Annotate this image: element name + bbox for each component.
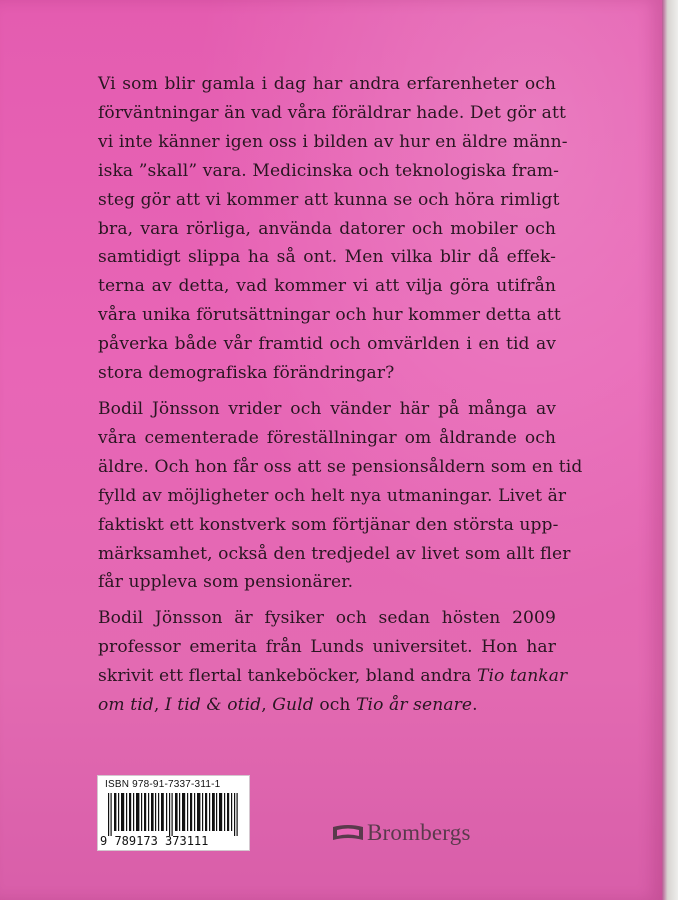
book-title-tio-tankar-om-tid: om tid (98, 695, 154, 716)
page-edge (662, 0, 678, 900)
blurb-line (98, 691, 556, 720)
barcode-number: 9 789173 373111 (100, 834, 209, 848)
blurb-line (98, 662, 568, 691)
book-title-guld: Guld (272, 695, 314, 716)
blurb-line: får uppleva som pensionärer. (98, 572, 354, 593)
publisher-logo-icon (331, 823, 365, 843)
blurb-text-run: skrivit ett flertal tankeböcker, bland andra (98, 666, 477, 687)
blurb-line: märksamhet, också den tredjedel av livet som allt fler (98, 543, 571, 564)
blurb-line: våra cementerade föreställningar om åldrande och (98, 427, 556, 448)
isbn-label: ISBN 978-91-7337-311-1 (105, 779, 221, 790)
blurb-line: stora demografiska förändringar? (98, 363, 395, 384)
blurb-line: Bodil Jönsson vrider och vänder här på många av (98, 398, 556, 419)
publisher-name: Brombergs (367, 820, 471, 845)
blurb-paragraph-2 (98, 395, 583, 597)
blurb-paragraph-3 (98, 604, 568, 720)
blurb-line: faktiskt ett konstverk som förtjänar den största upp- (98, 514, 559, 535)
blurb-line: terna av detta, vad kommer vi att vilja göra utifrån (98, 276, 556, 297)
blurb-line: Bodil Jönsson är fysiker och sedan hösten 2009 (98, 608, 556, 629)
blurb-line: fylld av möjligheter och helt nya utmaningar. Livet är (98, 485, 567, 506)
blurb-paragraph-1 (98, 70, 568, 388)
blurb-line: steg gör att vi kommer att kunna se och höra rimligt (98, 189, 560, 210)
book-title-tio-ar-senare: Tio år senare (356, 695, 473, 716)
blurb-line: vi inte känner igen oss i bilden av hur en äldre männ- (98, 131, 568, 152)
blurb-line: förväntningar än vad våra föräldrar hade. Det gör att (98, 102, 566, 123)
blurb-line: samtidigt slippa ha så ont. Men vilka blir då effek- (98, 247, 556, 268)
blurb-line: bra, vara rörliga, använda datorer och mobiler och (98, 218, 556, 239)
publisher-logo (331, 817, 471, 849)
book-title-i-tid-otid: I tid & otid (164, 695, 262, 716)
book-title-tio-tankar: Tio tankar (476, 666, 568, 687)
blurb-text (98, 70, 583, 727)
blurb-line: professor emerita från Lunds universitet. Hon har (98, 637, 556, 658)
blurb-line: äldre. Och hon får oss att se pensionsåldern som en tid (98, 456, 583, 477)
barcode-bars-icon (105, 793, 242, 836)
blurb-line: Vi som blir gamla i dag har andra erfarenheter och (98, 74, 556, 94)
isbn-barcode (97, 775, 250, 851)
blurb-line: påverka både vår framtid och omvärlden i en tid av (98, 334, 556, 355)
blurb-line: våra unika förutsättningar och hur kommer detta att (98, 305, 561, 326)
conjunction: och (313, 695, 357, 716)
blurb-line: iska ”skall” vara. Medicinska och teknologiska fram- (98, 160, 560, 181)
punctuation: . (472, 695, 478, 716)
punctuation: , (153, 695, 165, 716)
punctuation: , (261, 695, 273, 716)
